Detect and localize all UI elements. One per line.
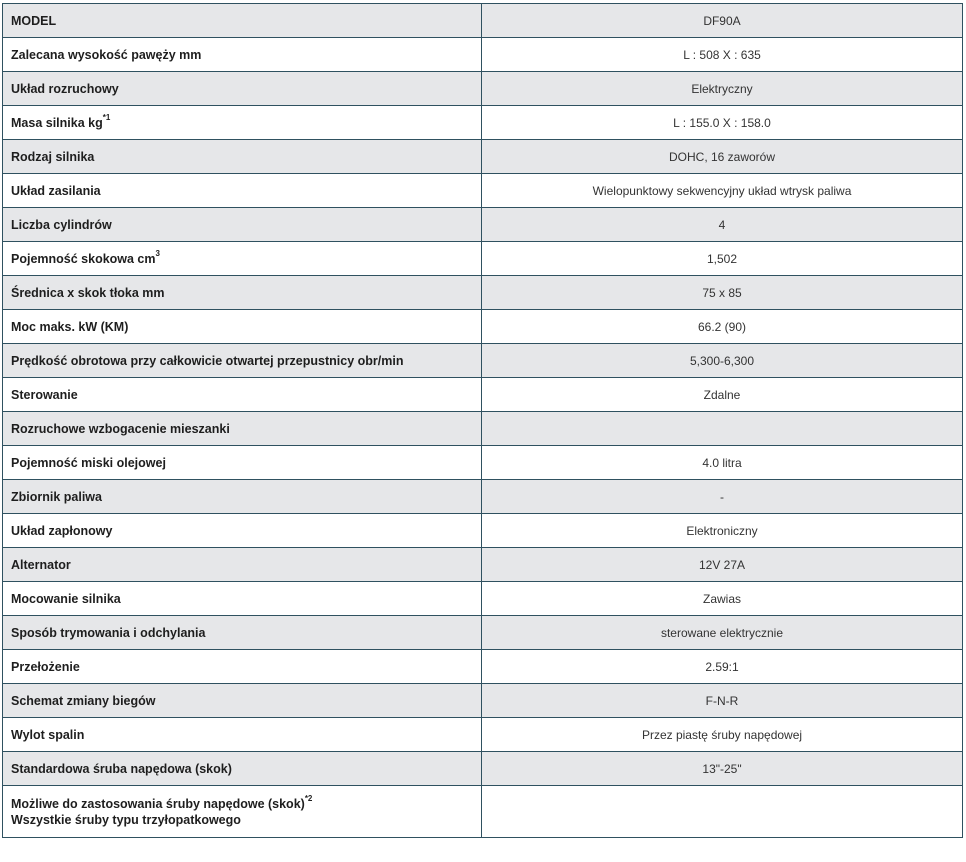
spec-label: Przełożenie — [11, 659, 80, 674]
spec-value: DF90A — [482, 4, 963, 38]
spec-value: 5,300-6,300 — [482, 344, 963, 378]
spec-label-cell — [3, 548, 482, 582]
spec-label-cell — [3, 208, 482, 242]
spec-label: Mocowanie silnika — [11, 591, 121, 606]
spec-label-line — [11, 523, 473, 539]
spec-label-line — [11, 455, 473, 471]
spec-value: 13"-25" — [482, 752, 963, 786]
spec-row — [3, 208, 963, 242]
spec-label-cell — [3, 446, 482, 480]
spec-value: - — [482, 480, 963, 514]
spec-label-line — [11, 183, 473, 199]
spec-label-cell — [3, 310, 482, 344]
spec-row — [3, 616, 963, 650]
spec-table-body — [3, 4, 963, 838]
spec-row — [3, 106, 963, 140]
spec-row — [3, 514, 963, 548]
spec-label-cell — [3, 650, 482, 684]
spec-label-line — [11, 319, 473, 335]
spec-label-cell — [3, 242, 482, 276]
spec-value: Elektryczny — [482, 72, 963, 106]
spec-label-line — [11, 115, 473, 131]
spec-label-line — [11, 625, 473, 641]
spec-value: sterowane elektrycznie — [482, 616, 963, 650]
spec-row — [3, 786, 963, 838]
spec-label-cell — [3, 684, 482, 718]
spec-label-cell — [3, 412, 482, 446]
spec-label: Pojemność miski olejowej — [11, 455, 166, 470]
spec-label-cell — [3, 344, 482, 378]
spec-value: 4 — [482, 208, 963, 242]
spec-label: Masa silnika kg — [11, 115, 103, 130]
spec-row — [3, 684, 963, 718]
spec-value: 12V 27A — [482, 548, 963, 582]
spec-value: 2.59:1 — [482, 650, 963, 684]
spec-row — [3, 412, 963, 446]
spec-label-cell — [3, 38, 482, 72]
spec-label: Wylot spalin — [11, 727, 85, 742]
spec-label: Liczba cylindrów — [11, 217, 112, 232]
spec-label: Schemat zmiany biegów — [11, 693, 156, 708]
spec-row — [3, 174, 963, 208]
spec-label: Możliwe do zastosowania śruby napędowe (skok) — [11, 796, 305, 811]
spec-value: F-N-R — [482, 684, 963, 718]
spec-label-cell — [3, 106, 482, 140]
spec-label: Prędkość obrotowa przy całkowicie otwartej przepustnicy obr/min — [11, 353, 404, 368]
spec-label-line — [11, 421, 473, 437]
spec-value — [482, 412, 963, 446]
spec-value: 1,502 — [482, 242, 963, 276]
spec-label-line — [11, 13, 473, 29]
spec-row — [3, 480, 963, 514]
spec-row — [3, 650, 963, 684]
spec-row — [3, 310, 963, 344]
spec-value — [482, 786, 963, 838]
spec-label-line — [11, 591, 473, 607]
spec-label-second-line: Wszystkie śruby typu trzyłopatkowego — [11, 812, 241, 827]
spec-row — [3, 242, 963, 276]
spec-label-line — [11, 761, 473, 777]
spec-label: Standardowa śruba napędowa (skok) — [11, 761, 232, 776]
spec-label-cell — [3, 514, 482, 548]
footnote-marker: *2 — [304, 794, 313, 804]
spec-label-cell — [3, 276, 482, 310]
spec-row — [3, 752, 963, 786]
spec-label-cell — [3, 752, 482, 786]
spec-label-cell — [3, 718, 482, 752]
spec-value: Zawias — [482, 582, 963, 616]
spec-label-line — [11, 47, 473, 63]
spec-label-line — [11, 149, 473, 165]
spec-value: 75 x 85 — [482, 276, 963, 310]
spec-table — [2, 3, 963, 838]
spec-label: Układ rozruchowy — [11, 81, 119, 96]
spec-label-cell — [3, 378, 482, 412]
spec-row — [3, 72, 963, 106]
spec-label-line — [11, 693, 473, 709]
spec-label: Pojemność skokowa cm — [11, 251, 156, 266]
spec-row — [3, 276, 963, 310]
spec-label-cell — [3, 174, 482, 208]
spec-label: Średnica x skok tłoka mm — [11, 285, 165, 300]
spec-value: Wielopunktowy sekwencyjny układ wtrysk paliwa — [482, 174, 963, 208]
spec-value: Przez piastę śruby napędowej — [482, 718, 963, 752]
spec-row — [3, 548, 963, 582]
spec-label: MODEL — [11, 13, 57, 28]
spec-value: 66.2 (90) — [482, 310, 963, 344]
spec-label-cell — [3, 786, 482, 838]
spec-label-cell — [3, 72, 482, 106]
spec-label-line — [11, 81, 473, 97]
spec-label: Sposób trymowania i odchylania — [11, 625, 206, 640]
spec-label-line — [11, 489, 473, 505]
spec-label-cell — [3, 480, 482, 514]
footnote-marker: 3 — [155, 249, 160, 259]
spec-row — [3, 140, 963, 174]
spec-value: L : 155.0 X : 158.0 — [482, 106, 963, 140]
spec-label-line — [11, 659, 473, 675]
spec-value: Zdalne — [482, 378, 963, 412]
spec-value: L : 508 X : 635 — [482, 38, 963, 72]
spec-label-cell — [3, 616, 482, 650]
spec-row — [3, 344, 963, 378]
spec-label-line — [11, 387, 473, 403]
spec-label: Rodzaj silnika — [11, 149, 95, 164]
spec-label: Układ zasilania — [11, 183, 101, 198]
spec-label-line — [11, 285, 473, 301]
spec-row — [3, 582, 963, 616]
spec-label-line — [11, 727, 473, 743]
spec-label-line — [11, 217, 473, 233]
spec-value: Elektroniczny — [482, 514, 963, 548]
spec-row — [3, 4, 963, 38]
spec-row — [3, 378, 963, 412]
spec-label-line — [11, 557, 473, 573]
spec-label-cell — [3, 582, 482, 616]
spec-label: Układ zapłonowy — [11, 523, 113, 538]
spec-label: Zbiornik paliwa — [11, 489, 102, 504]
spec-label: Alternator — [11, 557, 71, 572]
spec-label-line — [11, 796, 473, 812]
spec-value: DOHC, 16 zaworów — [482, 140, 963, 174]
spec-row — [3, 718, 963, 752]
spec-row — [3, 446, 963, 480]
spec-label-cell — [3, 4, 482, 38]
spec-label-line — [11, 353, 473, 369]
spec-label: Moc maks. kW (KM) — [11, 319, 129, 334]
spec-label: Rozruchowe wzbogacenie mieszanki — [11, 421, 230, 436]
spec-label: Zalecana wysokość pawęży mm — [11, 47, 202, 62]
spec-label: Sterowanie — [11, 387, 78, 402]
spec-label-line — [11, 251, 473, 267]
footnote-marker: *1 — [102, 113, 111, 123]
spec-row — [3, 38, 963, 72]
spec-value: 4.0 litra — [482, 446, 963, 480]
spec-label-cell — [3, 140, 482, 174]
